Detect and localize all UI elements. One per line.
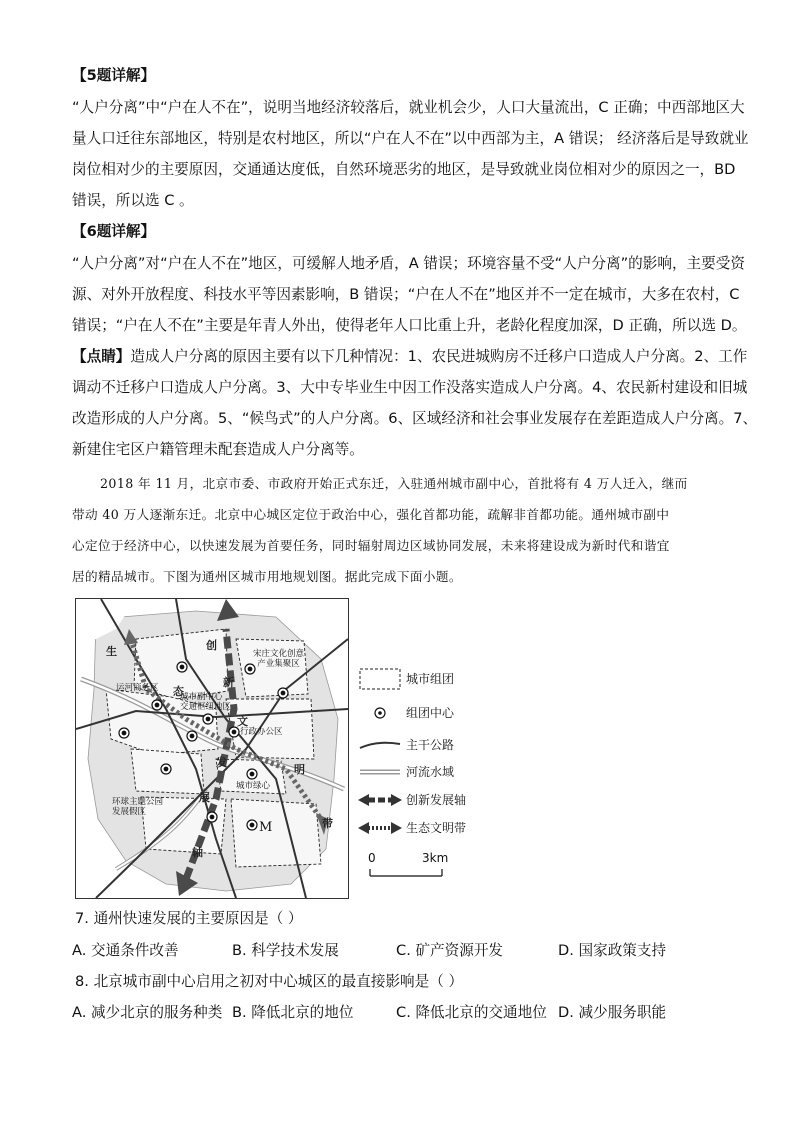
q5-line-3: 岗位相对少的主要原因，交通通达度低，自然环境恶劣的地区，是导致就业岗位相对少的原因之一，BD — [72, 161, 736, 178]
eco-belt-char: 文 — [237, 715, 248, 728]
scale-zero: 0 — [368, 851, 376, 865]
cluster-center-icon — [161, 764, 171, 774]
cluster-center-icon — [278, 688, 288, 698]
legend-road-symbol — [360, 743, 400, 748]
q5-line-2: 量人口迁往东部地区，特别是农村地区，所以“户在人不在”以中西部为主，A 错误； 经济落后是导致就业 — [72, 130, 749, 147]
passage-line-1: 2018 年 11 月，北京市委、市政府开始正式东迁，入驻通州城市副中心，首批将有 4 万人迁入，继而 — [100, 476, 688, 491]
innovation-axis-char: 轴 — [192, 846, 203, 859]
eco-belt-char: 明 — [294, 763, 305, 776]
q6-heading: 【6题详解】 — [72, 223, 156, 240]
legend-arrow-right — [391, 822, 402, 834]
scale-distance: 3km — [422, 851, 449, 865]
legend-river-label: 河流水域 — [406, 765, 455, 779]
cluster-center-icon — [177, 662, 187, 672]
cluster-center-icon — [203, 714, 213, 724]
passage-line-4: 居的精品城市。下图为通州区城市用地规划图。据此完成下面小题。 — [72, 569, 462, 584]
q7-option-a[interactable]: A. 交通条件改善 — [72, 942, 179, 959]
cluster-center-icon — [119, 728, 129, 738]
tip-line-1 — [72, 347, 747, 367]
q8-option-a[interactable]: A. 减少北京的服务种类 — [72, 1004, 223, 1021]
eco-belt-char: 态 — [173, 685, 184, 698]
tip-line-3: 改造形成的人户分离。5、“候鸟式”的人户分离。6、区域经济和社会事业发展存在差距造成人户分离。7、 — [72, 410, 758, 427]
q6-line-1: “人户分离”对“户在人不在”地区，可缓解人地矛盾，A 错误；环境容量不受“人户分离”的影响，主要受资 — [72, 255, 745, 272]
passage-line-3: 心定位于经济中心，以快速发展为首要任务，同时辐射周边区域协同发展，未来将建设成为新时代和谐宜 — [72, 538, 670, 553]
q6-line-2: 源、对外开放程度、科技水平等因素影响，B 错误；“户在人不在”地区并不一定在城市，大多在农村，C — [72, 286, 740, 303]
innovation-axis-char: 新 — [223, 676, 234, 689]
passage-line-2: 带动 40 万人逐渐东迁。北京中心城区定位于政治中心，强化首都功能，疏解非首都功能。通州城市副中 — [72, 507, 670, 522]
eco-belt-char: 带 — [322, 817, 333, 830]
innovation-axis-char: 创 — [206, 639, 217, 652]
q8-option-b[interactable]: B. 降低北京的地位 — [232, 1004, 354, 1021]
q7-stem: 7. 通州快速发展的主要原因是（ ） — [75, 910, 303, 927]
cluster-center-icon — [247, 820, 257, 830]
tip-line-2: 调动不迁移户口造成人户分离。3、大中专毕业生中因工作没落实造成人户分离。4、农民新村建设和旧城 — [72, 379, 748, 396]
q7-option-d[interactable]: D. 国家政策支持 — [558, 942, 667, 959]
q7-option-c[interactable]: C. 矿产资源开发 — [396, 942, 504, 959]
innovation-axis-char: 展 — [199, 791, 210, 804]
legend-arrow-right — [391, 794, 402, 806]
q8-stem: 8. 北京城市副中心启用之初对中心城区的最直接影响是（ ） — [75, 973, 464, 990]
label-city-green-heart: 城市绿心 — [236, 781, 271, 791]
label-m: M — [259, 820, 273, 835]
legend-center-label: 组团中心 — [406, 706, 455, 720]
city-cluster — [231, 799, 321, 867]
q8-option-c[interactable]: C. 降低北京的交通地位 — [396, 1004, 547, 1021]
cluster-center-icon — [247, 769, 257, 779]
legend-eco-label: 生态文明带 — [406, 821, 467, 835]
q5-line-4: 错误，所以选 C 。 — [72, 192, 194, 209]
map-legend — [358, 668, 518, 878]
label-yunhe: 运河商务区 — [116, 683, 159, 693]
tip-label: 【点睛】 — [72, 348, 131, 365]
label-transport-hub: 城市副中心 交通枢纽地区 — [180, 692, 232, 712]
cluster-center-icon — [152, 700, 162, 710]
legend-cluster-symbol — [360, 669, 400, 689]
legend-road-label: 主干公路 — [406, 738, 455, 752]
label-universal-park: 环球主题公园 发展假区 — [112, 797, 164, 817]
q5-heading: 【5题详解】 — [72, 67, 156, 84]
legend-arrow-left — [358, 794, 369, 806]
q6-line-3: 错误；“户在人不在”主要是年青人外出，使得老年人口比重上升，老龄化程度加深，D 正确，所以选 D。 — [72, 317, 747, 334]
legend-arrow-left — [358, 822, 369, 834]
q5-line-1: “人户分离”中“户在人不在”，说明当地经济较落后，就业机会少，人口大量流出，C 正确；中西部地区大 — [72, 99, 745, 116]
q7-option-b[interactable]: B. 科学技术发展 — [232, 942, 339, 959]
q8-option-d[interactable]: D. 减少服务职能 — [558, 1004, 667, 1021]
legend-center-icon — [375, 708, 385, 718]
tip-text-1: 造成人户分离的原因主要有以下几种情况：1、农民进城购房不迁移户口造成人户分离。2、工作 — [130, 348, 748, 365]
legend-cluster-label: 城市组团 — [406, 672, 455, 686]
cluster-center-icon — [207, 812, 217, 822]
label-admin-office: 行政办公区 — [240, 727, 283, 737]
legend-innovation-label: 创新发展轴 — [406, 793, 467, 807]
legend-symbols — [358, 668, 406, 848]
tongzhou-land-use-map — [75, 598, 349, 899]
label-songzhuang: 宋庄文化创意 产业集聚区 — [253, 649, 305, 669]
eco-belt-char: 生 — [106, 645, 117, 658]
scale-bar — [368, 867, 458, 879]
innovation-axis-char: 发 — [216, 756, 227, 769]
tip-line-4: 新建住宅区户籍管理未配套造成人户分离等。 — [72, 441, 364, 458]
cluster-center-icon — [187, 731, 197, 741]
